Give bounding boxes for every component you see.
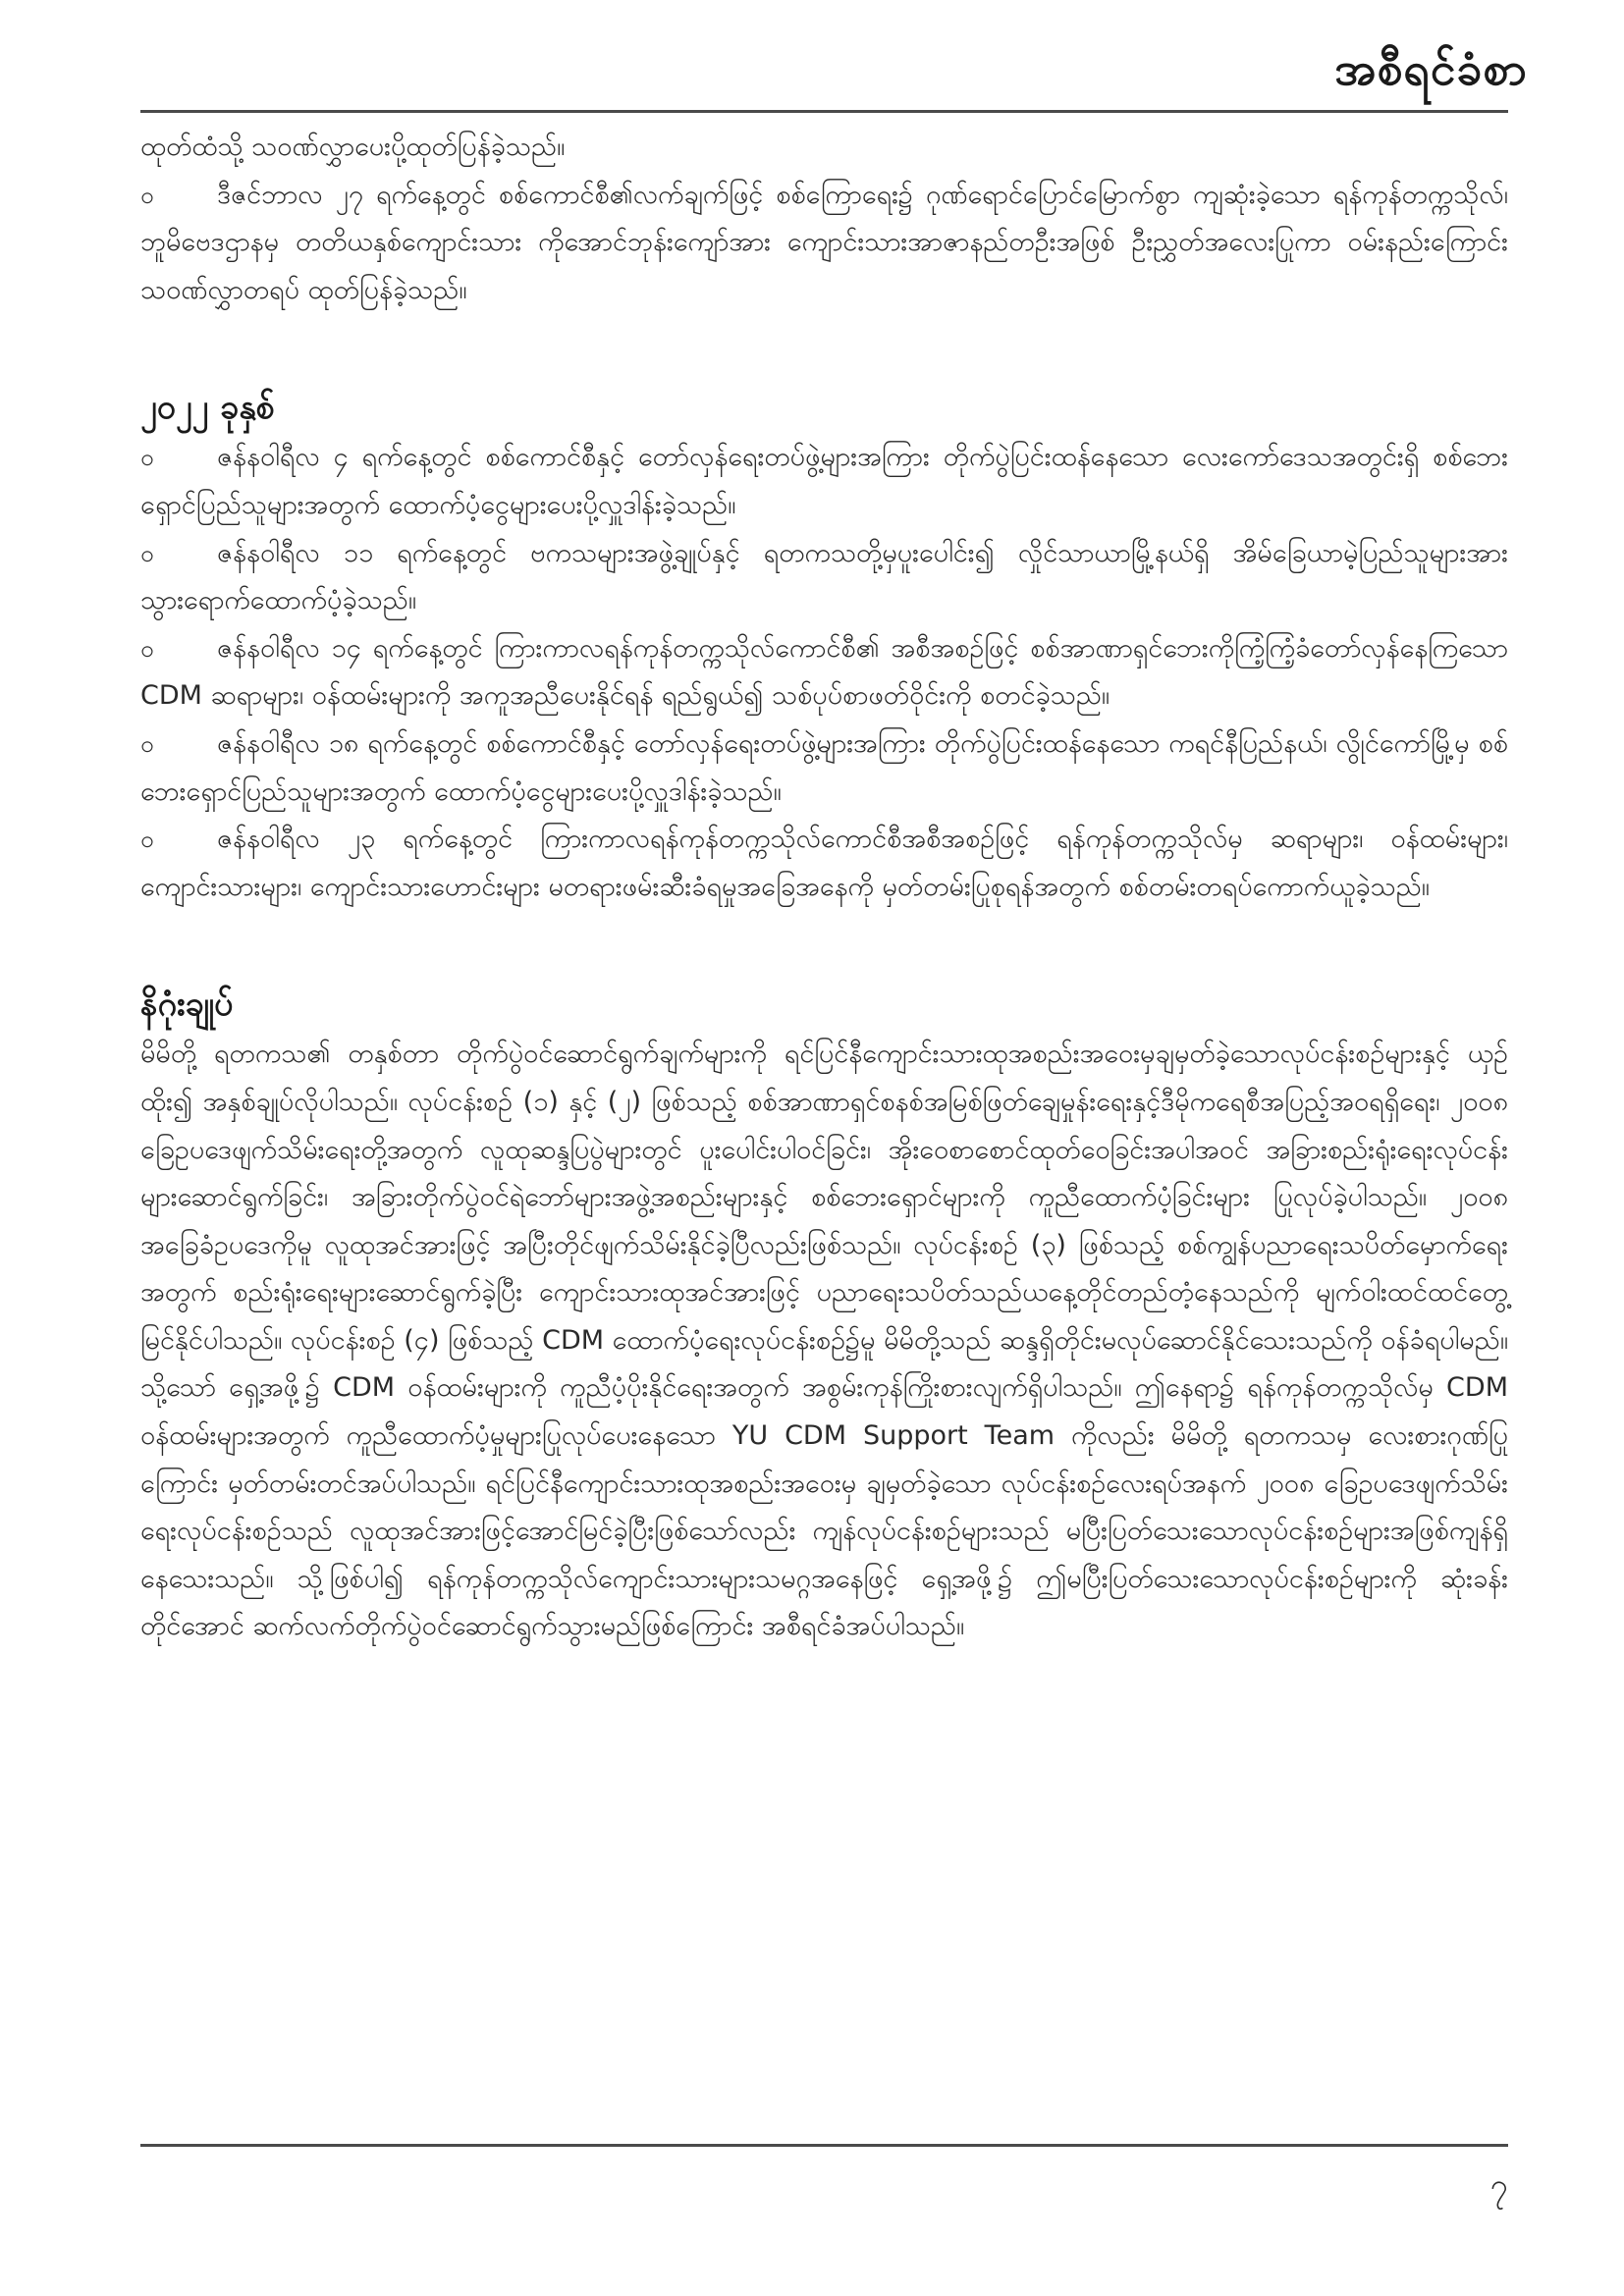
- list-item: [140, 434, 1508, 529]
- intro-continued-line: ထုတ်ထံသို့ သဝဏ်လွှာပေးပို့ထုတ်ပြန်ခဲ့သည်။: [140, 132, 566, 162]
- list-item-text: ဇန်နဝါရီလ ၂၃ ရက်နေ့တွင် ကြားကာလရန်ကုန်တက္ကသိုလ်ကောင်စီအစီအစဉ်ဖြင့် ရန်ကုန်တက္ကသိုလ်မှ ဆရာများ၊ ဝန်ထမ်းများ၊ ကျောင်းသားများ၊ ကျောင်းသားဟောင်းများ မတရားဖမ်းဆီးခံရမှုအခြေအနေကို မှတ်တမ်းပြုစုရန်အတွက် စစ်တမ်းတရပ်ကောက်ယူခဲ့သည်။: [140, 824, 1508, 902]
- footer-divider: [140, 2144, 1508, 2147]
- list-item: [140, 172, 1508, 315]
- list-item-text: ဒီဇင်ဘာလ ၂၇ ရက်နေ့တွင် စစ်ကောင်စီ၏လက်ချက်ဖြင့် စစ်ကြောရေး၌ ဂုဏ်ရောင်ပြောင်မြောက်စွာ ကျဆုံးခဲ့သော ရန်ကုန်တက္ကသိုလ်၊ ဘူမိဗေဒဌာနမှ တတိယနှစ်ကျောင်းသား ကိုအောင်ဘုန်းကျော်အား ကျောင်းသားအာဇာနည်တဦးအဖြစ် ဦးညွှတ်အလေးပြုကာ ဝမ်းနည်းကြောင်းသဝဏ်လွှာတရပ် ထုတ်ပြန်ခဲ့သည်။: [140, 179, 1508, 305]
- bullet-marker: ဝ: [140, 444, 154, 472]
- section-heading-conclusion: နိဂုံးချုပ်: [140, 985, 234, 1025]
- bullet-marker: ဝ: [140, 634, 154, 663]
- bullet-marker: ဝ: [140, 826, 154, 854]
- section-heading-2022: ၂၀၂၂ ခုနှစ်: [140, 388, 275, 428]
- list-item-text: ဇန်နဝါရီလ ၁၄ ရက်နေ့တွင် ကြားကာလရန်ကုန်တက္ကသိုလ်ကောင်စီ၏ အစီအစဉ်ဖြင့် စစ်အာဏာရှင်ဘေးကိုကြံ့ကြံ့ခံတော်လှန်နေကြသော CDM ဆရာများ၊ ဝန်ထမ်းများကို အကူအညီပေးနိုင်ရန် ရည်ရွယ်၍ သစ်ပုပ်စာဖတ်ဝိုင်းကို စတင်ခဲ့သည်။: [140, 632, 1508, 712]
- list-item-text: ဇန်နဝါရီလ ၄ ရက်နေ့တွင် စစ်ကောင်စီနှင့် တော်လှန်ရေးတပ်ဖွဲ့များအကြား တိုက်ပွဲပြင်းထန်နေသော လေးကော်ဒေသအတွင်းရှိ စစ်ဘေးရှောင်ပြည်သူများအတွက် ထောက်ပံ့ငွေများပေးပို့လှူဒါန်းခဲ့သည်။: [140, 442, 1508, 520]
- list-item: [140, 721, 1508, 816]
- list-item-text: ဇန်နဝါရီလ ၁၈ ရက်နေ့တွင် စစ်ကောင်စီနှင့် တော်လှန်ရေးတပ်ဖွဲ့များအကြား တိုက်ပွဲပြင်းထန်နေသော ကရင်နီပြည်နယ်၊ လွိုင်ကော်မြို့မှ စစ်ဘေးရှောင်ပြည်သူများအတွက် ထောက်ပံ့ငွေများပေးပို့လှူဒါန်းခဲ့သည်။: [140, 727, 1508, 807]
- list-item: [140, 816, 1508, 911]
- list-item-text: ဇန်နဝါရီလ ၁၁ ရက်နေ့တွင် ဗကသများအဖွဲ့ချုပ်နှင့် ရတကသတို့မှပူးပေါင်း၍ လှိုင်သာယာမြို့နယ်ရှိ အိမ်ခြေယာမဲ့ပြည်သူများအား သွားရောက်ထောက်ပံ့ခဲ့သည်။: [140, 537, 1508, 616]
- list-item: [140, 530, 1508, 625]
- header-divider: [140, 110, 1508, 113]
- list-item: [140, 625, 1508, 721]
- conclusion-paragraph: မိမိတို့ ရတကသ၏ တနှစ်တာ တိုက်ပွဲဝင်ဆောင်ရွက်ချက်များကို ရင်ပြင်နီကျောင်းသားထုအစည်းအဝေးမှချမှတ်ခဲ့သောလုပ်ငန်းစဉ်များနှင့် ယှဉ်ထိုး၍ အနှစ်ချုပ်လိုပါသည်။ လုပ်ငန်းစဉ် (၁) နှင့် (၂) ဖြစ်သည့် စစ်အာဏာရှင်စနစ်အမြစ်ဖြတ်ချေမှုန်းရေးနှင့်ဒီမိုကရေစီအပြည့်အဝရရှိရေး၊ ၂၀၀၈ ခြေဥပဒေဖျက်သိမ်းရေးတို့အတွက် လူထုဆန္ဒပြပွဲများတွင် ပူးပေါင်းပါဝင်ခြင်း၊ အိုးဝေစာစောင်ထုတ်ဝေခြင်းအပါအဝင် အခြားစည်းရုံးရေးလုပ်ငန်းများဆောင်ရွက်ခြင်း၊ အခြားတိုက်ပွဲဝင်ရဲဘော်များအဖွဲ့အစည်းများနှင့် စစ်ဘေးရှောင်များကို ကူညီထောက်ပံ့ခြင်းများ ပြုလုပ်ခဲ့ပါသည်။ ၂၀၀၈ အခြေခံဥပဒေကိုမူ လူထုအင်အားဖြင့် အပြီးတိုင်ဖျက်သိမ်းနိုင်ခဲ့ပြီလည်းဖြစ်သည်။ လုပ်ငန်းစဉ် (၃) ဖြစ်သည့် စစ်ကျွန်ပညာရေးသပိတ်မှောက်ရေးအတွက် စည်းရုံးရေးများဆောင်ရွက်ခဲ့ပြီး ကျောင်းသားထုအင်အားဖြင့် ပညာရေးသပိတ်သည်ယနေ့တိုင်တည်တံ့နေသည်ကို မျက်ဝါးထင်ထင်တွေ့မြင်နိုင်ပါသည်။ လုပ်ငန်းစဉ် (၄) ဖြစ်သည့် CDM ထောက်ပံ့ရေးလုပ်ငန်းစဉ်၌မူ မိမိတို့သည် ဆန္ဒရှိတိုင်းမလုပ်ဆောင်နိုင်သေးသည်ကို ဝန်ခံရပါမည်။ သို့သော် ရှေ့အဖို့၌ CDM ဝန်ထမ်းများကို ကူညီပံ့ပိုးနိုင်ရေးအတွက် အစွမ်းကုန်ကြိုးစားလျက်ရှိပါသည်။ ဤနေရာ၌ ရန်ကုန်တက္ကသိုလ်မှ CDM ဝန်ထမ်းများအတွက် ကူညီထောက်ပံ့မှုများပြုလုပ်ပေးနေသော YU CDM Support Team ကိုလည်း မိမိတို့ ရတကသမှ လေးစားဂုဏ်ပြုကြောင်း မှတ်တမ်းတင်အပ်ပါသည်။ ရင်ပြင်နီကျောင်းသားထုအစည်းအဝေးမှ ချမှတ်ခဲ့သော လုပ်ငန်းစဉ်လေးရပ်အနက် ၂၀၀၈ ခြေဥပဒေဖျက်သိမ်းရေးလုပ်ငန်းစဉ်သည် လူထုအင်အားဖြင့်အောင်မြင်ခဲ့ပြီးဖြစ်သော်လည်း ကျန်လုပ်ငန်းစဉ်များသည် မပြီးပြတ်သေးသောလုပ်ငန်းစဉ်များအဖြစ်ကျန်ရှိနေသေးသည်။ သို့ဖြစ်ပါ၍ ရန်ကုန်တက္ကသိုလ်ကျောင်းသားများသမဂ္ဂအနေဖြင့် ရှေ့အဖို့၌ ဤမပြီးပြတ်သေးသောလုပ်ငန်းစဉ်များကို ဆုံးခန်းတိုင်အောင် ဆက်လက်တိုက်ပွဲဝင်ဆောင်ရွက်သွားမည်ဖြစ်ကြောင်း အစီရင်ခံအပ်ပါသည်။: [140, 1039, 1508, 1642]
- spacer: [140, 314, 1508, 381]
- bullet-marker: ဝ: [140, 181, 154, 209]
- page-number: ၇: [1490, 2166, 1508, 2204]
- bullet-marker: ဝ: [140, 539, 154, 567]
- page-header-title: အစီရင်ခံစာ: [1334, 42, 1528, 95]
- bullet-marker: ဝ: [140, 729, 154, 758]
- page-content: [140, 124, 1508, 1651]
- spacer: [140, 911, 1508, 978]
